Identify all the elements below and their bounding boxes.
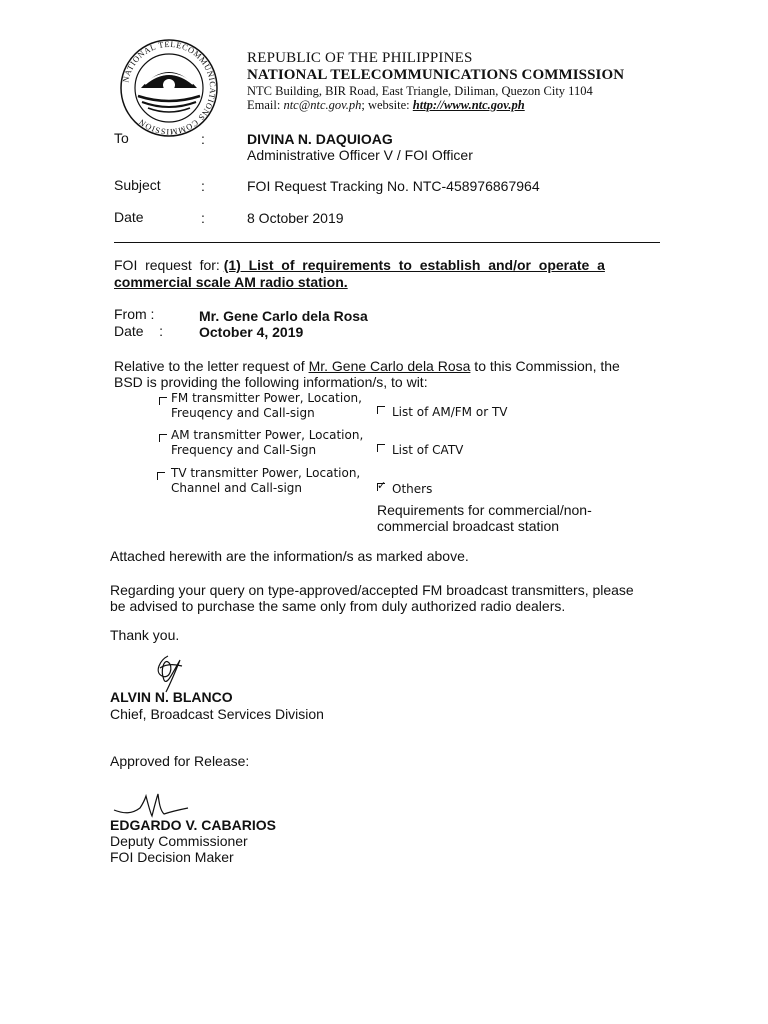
to-name: DIVINA N. DAQUIOAG [247,131,393,147]
signatory2-title2: FOI Decision Maker [110,849,234,865]
website-link[interactable]: http://www.ntc.gov.ph [412,98,525,112]
check-icon: ✓ [377,480,387,492]
checklist-fm-line1: FM transmitter Power, Location, [171,391,362,405]
checklist-am-line1: AM transmitter Power, Location, [171,428,364,442]
checkbox-fm-transmitter[interactable] [159,397,167,405]
letterhead-country: REPUBLIC OF THE PHILIPPINES [247,50,473,66]
subject-colon: : [201,178,205,194]
ntc-seal-logo [110,38,228,138]
header-divider [114,242,660,243]
seal-text: NATIONAL TELECOMMUNICATIONS COMMISSION [121,39,218,137]
checkbox-am-transmitter[interactable] [159,434,167,442]
checklist-tv-text [171,466,360,496]
letterhead-contact [247,98,525,113]
foi-request-prefix: FOI request for: [114,257,220,273]
foi-request-line [114,257,605,273]
checklist-am-text [171,428,363,458]
relative-line2: BSD is providing the following information/s, to wit: [114,374,428,390]
date-label: Date [114,209,144,225]
checklist-others: Others [392,482,433,496]
checkbox-list-catv[interactable] [377,444,385,452]
foi-request-item-line2: commercial scale AM radio station. [114,274,348,290]
signatory2-name: EDGARDO V. CABARIOS [110,817,276,833]
date-colon: : [201,210,205,226]
relative-pre: Relative to the letter request of [114,358,309,374]
query-line2: be advised to purchase the same only from duly authorized radio dealers. [110,598,566,614]
approval-label: Approved for Release: [110,753,250,769]
checklist-am-line2: Frequency and Call-Sign [171,443,317,457]
email-link[interactable]: ntc@ntc.gov.ph [283,98,362,112]
to-label: To [114,130,129,146]
attached-text: Attached herewith are the information/s as marked above. [110,548,469,564]
checkbox-tv-transmitter[interactable] [157,472,165,480]
thank-you-text: Thank you. [110,627,180,643]
from-value: Mr. Gene Carlo dela Rosa [199,308,368,324]
relative-post: to this Commission, the [470,358,620,374]
subject-value: FOI Request Tracking No. NTC-458976867964 [247,178,540,194]
subject-label: Subject [114,177,161,193]
to-colon: : [201,131,205,147]
checklist-tv-line1: TV transmitter Power, Location, [171,466,361,480]
others-detail-line2: commercial broadcast station [377,518,560,534]
checklist-list-catv: List of CATV [392,443,464,457]
signatory1-title: Chief, Broadcast Services Division [110,706,324,722]
relative-line1 [114,358,620,374]
signatory1-name: ALVIN N. BLANCO [110,689,233,705]
checklist-list-am-fm-tv: List of AM/FM or TV [392,405,508,419]
request-date-value: October 4, 2019 [199,324,304,340]
checklist-fm-text [171,391,362,421]
checklist-fm-line2: Freuqency and Call-sign [171,406,315,420]
website-label: ; website: [361,98,410,112]
letterhead-address: NTC Building, BIR Road, East Triangle, Diliman, Quezon City 1104 [247,84,593,98]
email-label: Email: [247,98,281,112]
signatory2-title1: Deputy Commissioner [110,833,248,849]
others-detail-line1: Requirements for commercial/non- [377,502,592,518]
relative-name: Mr. Gene Carlo dela Rosa [308,358,471,374]
letterhead-agency: NATIONAL TELECOMMUNICATIONS COMMISSION [247,67,625,83]
foi-request-item-line1: (1) List of requirements to establish and/or operate a [223,257,605,273]
request-date-label: Date : [114,323,164,339]
query-line1: Regarding your query on type-approved/accepted FM broadcast transmitters, please [110,582,634,598]
date-value: 8 October 2019 [247,210,344,226]
from-label: From : [114,306,155,322]
checklist-tv-line2: Channel and Call-sign [171,481,303,495]
checkbox-list-am-fm-tv[interactable] [377,406,385,414]
to-title: Administrative Officer V / FOI Officer [247,147,473,163]
